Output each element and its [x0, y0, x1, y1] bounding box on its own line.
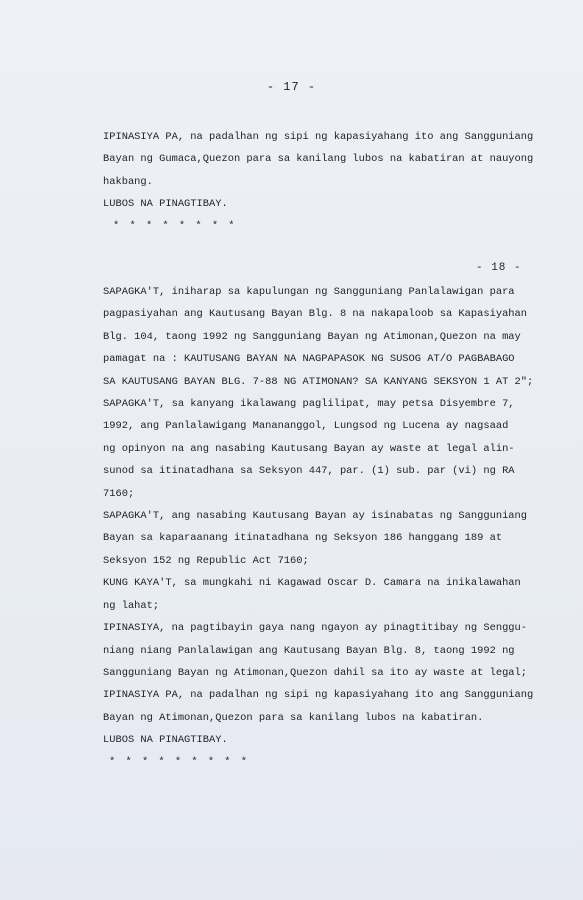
text-line: hakbang.	[103, 175, 153, 188]
text-line: LUBOS NA PINAGTIBAY.	[103, 198, 228, 211]
text-line: Bayan ng Atimonan,Quezon para sa kanilang lubos na kabatiran.	[103, 711, 484, 724]
text-line: Blg. 104, taong 1992 ng Sangguniang Bayan ng Atimonan,Quezon na may	[103, 330, 521, 343]
text-line: IPINASIYA, na pagtibayin gaya nang ngayon ay pinagtitibay ng Senggu-	[103, 622, 528, 635]
text-line: SA KAUTUSANG BAYAN BLG. 7-88 NG ATIMONAN? SA KANYANG SEKSYON 1 AT 2";	[103, 375, 534, 388]
text-line: 1992, ang Panlalawigang Manananggol, Lungsod ng Lucena ay nagsaad	[103, 420, 509, 433]
separator-stars: * * * * * * * *	[113, 219, 237, 232]
text-line: pagpasiyahan ang Kautusang Bayan Blg. 8 na nakapaloob sa Kapasiyahan	[103, 308, 528, 321]
text-line: SAPAGKA'T, ang nasabing Kautusang Bayan ay isinabatas ng Sangguniang	[103, 510, 528, 523]
main-section	[103, 281, 543, 772]
text-line: Bayan sa kaparaanang itinatadhana ng Seksyon 186 hanggang 189 at	[103, 532, 503, 545]
text-line: ng lahat;	[103, 599, 160, 612]
text-line: sunod sa itinatadhana sa Seksyon 447, par. (1) sub. par (vi) ng RA	[103, 465, 515, 478]
section-number: - 18 -	[476, 262, 522, 274]
text-line: IPINASIYA PA, na padalhan ng sipi ng kapasiyahang ito ang Sangguniang	[103, 131, 534, 143]
separator-stars: * * * * * * * * *	[109, 755, 250, 768]
text-line: 7160;	[103, 487, 135, 500]
text-line: SAPAGKA'T, iniharap sa kapulungan ng Sangguniang Panlalawigan para	[103, 286, 515, 298]
text-line: IPINASIYA PA, na padalhan ng sipi ng kapasiyahang ito ang Sangguniang	[103, 689, 534, 702]
text-line: LUBOS NA PINAGTIBAY.	[103, 734, 228, 747]
text-line: Seksyon 152 ng Republic Act 7160;	[103, 554, 309, 567]
text-line: ng opinyon na ang nasabing Kautusang Bayan ay waste at legal alin-	[103, 442, 515, 455]
text-line: Bayan ng Gumaca,Quezon para sa kanilang lubos na kabatiran at nauyong	[103, 153, 534, 166]
text-line: pamagat na : KAUTUSANG BAYAN NA NAGPAPASOK NG SUSOG AT/O PAGBABAGO	[103, 353, 515, 366]
top-section	[103, 126, 543, 236]
text-line: niang niang Panlalawigan ang Kautusang Bayan Blg. 8, taong 1992 ng	[103, 644, 515, 657]
page-number: - 17 -	[266, 80, 317, 94]
text-line: Sangguniang Bayan ng Atimonan,Quezon dahil sa ito ay waste at legal;	[103, 666, 528, 679]
text-line: KUNG KAYA'T, sa mungkahi ni Kagawad Oscar D. Camara na inikalawahan	[103, 577, 521, 590]
text-line: SAPAGKA'T, sa kanyang ikalawang paglilipat, may petsa Disyembre 7,	[103, 398, 515, 411]
